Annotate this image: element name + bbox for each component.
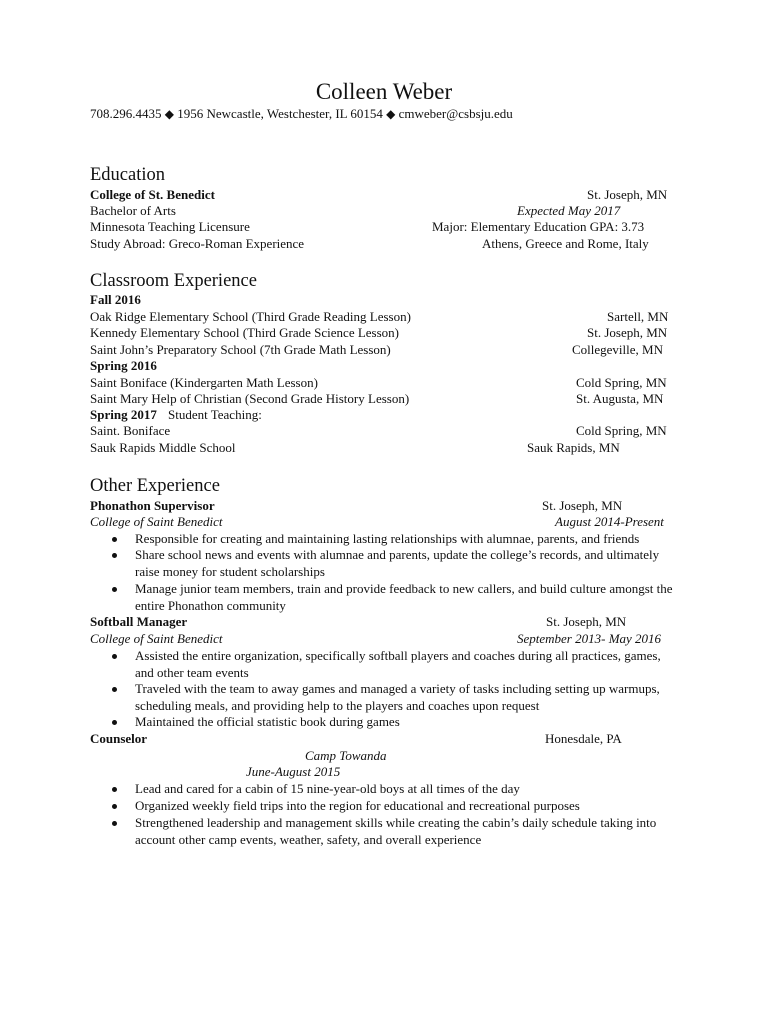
bullet-text: Share school news and events with alumnae and parents, update the college’s records, and ultimately raise money for student scholarships	[135, 547, 660, 579]
lesson-text: Saint Mary Help of Christian (Second Grade History Lesson)	[90, 391, 410, 406]
lesson-text: Saint. Boniface	[90, 423, 171, 438]
bullet-text: Assisted the entire organization, specifically softball players and coaches during all practices, games, and other team events	[135, 648, 661, 680]
job-org: Camp Towanda	[305, 748, 387, 763]
lesson-location: Sartell, MN	[607, 309, 669, 324]
section-title-classroom: Classroom Experience	[90, 271, 257, 291]
job-role: Phonathon Supervisor	[90, 498, 215, 513]
job-location: St. Joseph, MN	[546, 614, 627, 629]
school-name: College of St. Benedict	[90, 187, 215, 202]
address: 1956 Newcastle, Westchester, IL 60154	[177, 106, 383, 121]
student-teaching-note: Student Teaching:	[168, 407, 262, 422]
study-abroad: Study Abroad: Greco-Roman Experience	[90, 236, 305, 251]
term-label: Spring 2016	[90, 358, 157, 373]
bullet-text: Lead and cared for a cabin of 15 nine-year-old boys at all times of the day	[135, 781, 520, 796]
lesson-location: Cold Spring, MN	[576, 375, 667, 390]
job-role: Counselor	[90, 731, 148, 746]
licensure: Minnesota Teaching Licensure	[90, 219, 250, 234]
lesson-location: St. Joseph, MN	[587, 325, 668, 340]
lesson-text: Kennedy Elementary School (Third Grade Science Lesson)	[90, 325, 400, 340]
major-gpa: Major: Elementary Education GPA: 3.73	[432, 219, 645, 234]
job-role: Softball Manager	[90, 614, 188, 629]
school-location: St. Joseph, MN	[587, 187, 668, 202]
contact-line	[90, 106, 513, 123]
section-title-other: Other Experience	[90, 476, 220, 496]
job-org: College of Saint Benedict	[90, 514, 223, 529]
term-label: Fall 2016	[90, 292, 141, 307]
lesson-location: St. Augusta, MN	[576, 391, 664, 406]
study-abroad-location: Athens, Greece and Rome, Italy	[482, 236, 649, 251]
bullet-text: Organized weekly field trips into the region for educational and recreational purposes	[135, 798, 580, 813]
diamond-separator-icon: ◆	[386, 107, 396, 121]
lesson-location: Collegeville, MN	[572, 342, 663, 357]
email-address: cmweber@csbsju.edu	[398, 106, 513, 121]
candidate-name: Colleen Weber	[315, 79, 453, 104]
job-date: June-August 2015	[246, 764, 341, 779]
degree-date: Expected May 2017	[517, 203, 621, 218]
job-org: College of Saint Benedict	[90, 631, 223, 646]
job-date: August 2014-Present	[555, 514, 664, 529]
lesson-text: Sauk Rapids Middle School	[90, 440, 236, 455]
term-label: Spring 2017	[90, 407, 157, 422]
lesson-text: Saint John’s Preparatory School (7th Grade Math Lesson)	[90, 342, 391, 357]
lesson-location: Cold Spring, MN	[576, 423, 667, 438]
lesson-text: Saint Boniface (Kindergarten Math Lesson)	[90, 375, 318, 390]
bullet-text: Manage junior team members, train and provide feedback to new callers, and build culture amongst the entire Phonathon community	[135, 581, 673, 613]
job-location: Honesdale, PA	[545, 731, 622, 746]
job-date: September 2013- May 2016	[517, 631, 662, 646]
job-location: St. Joseph, MN	[542, 498, 623, 513]
phone-number: 708.296.4435	[90, 106, 162, 121]
bullet-text: Traveled with the team to away games and managed a variety of tasks including setting up warmups, scheduling meals, and providing help to the players and coaches upon request	[135, 681, 660, 713]
bullet-text: Strengthened leadership and management skills while creating the cabin’s daily schedule taking into account other camp events, weather, safety, and overall experience	[135, 815, 657, 847]
lesson-text: Oak Ridge Elementary School (Third Grade Reading Lesson)	[90, 309, 411, 324]
section-title-education: Education	[90, 165, 166, 185]
bullet-text: Responsible for creating and maintaining lasting relationships with alumnae, parents, and friends	[135, 531, 640, 546]
lesson-location: Sauk Rapids, MN	[527, 440, 620, 455]
degree: Bachelor of Arts	[90, 203, 176, 218]
diamond-separator-icon: ◆	[164, 107, 174, 121]
bullet-text: Maintained the official statistic book during games	[135, 714, 400, 729]
